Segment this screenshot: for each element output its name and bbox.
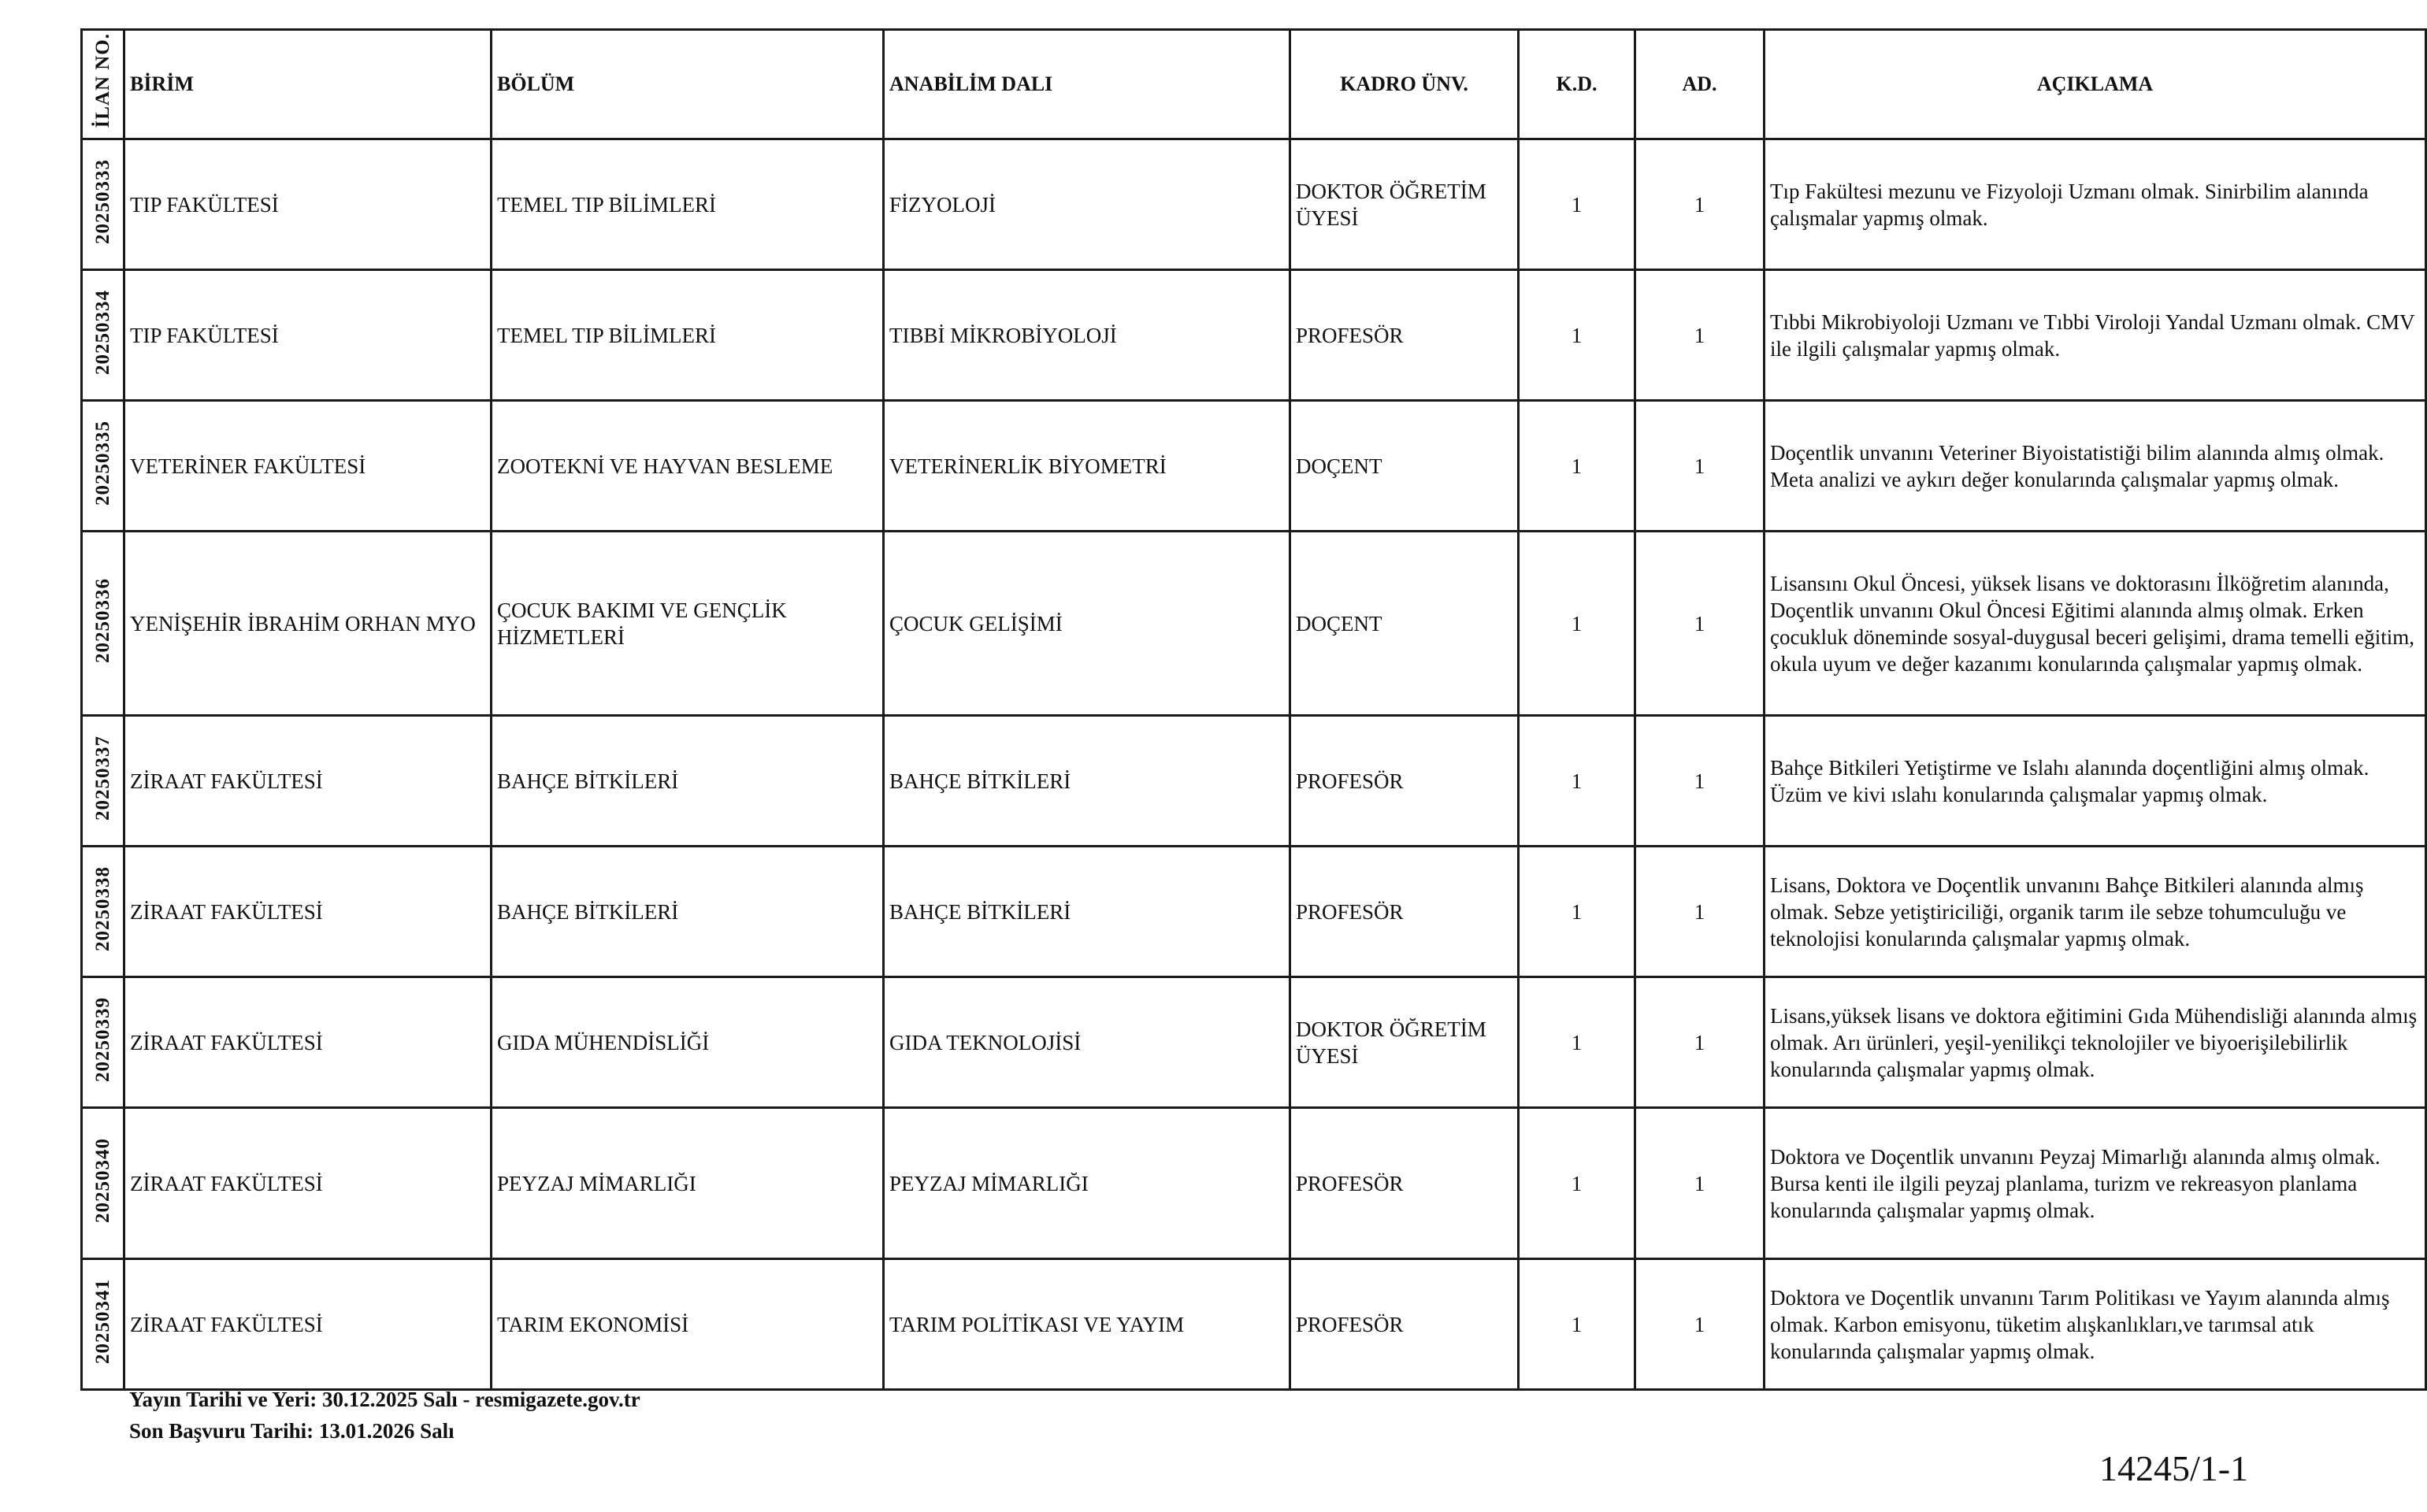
- aciklama-cell: Doktora ve Doçentlik unvanını Peyzaj Mimarlığı alanında almış olmak. Bursa kenti ile ilgili peyzaj planlama, turizm ve rekreasyon planlama konularında çalışmalar yapmış olmak.: [1765, 1108, 2426, 1259]
- anabilim-cell: ÇOCUK GELİŞİMİ: [884, 532, 1290, 716]
- ilan-no-cell: 20250333: [82, 139, 124, 270]
- ad-cell: 1: [1635, 1108, 1765, 1259]
- bolum-cell: ZOOTEKNİ VE HAYVAN BESLEME: [492, 401, 884, 532]
- birim-cell: YENİŞEHİR İBRAHİM ORHAN MYO: [124, 532, 492, 716]
- kd-cell: 1: [1519, 847, 1635, 977]
- birim-cell: TIP FAKÜLTESİ: [124, 270, 492, 401]
- ilan-no-cell: 20250339: [82, 977, 124, 1108]
- kd-cell: 1: [1519, 1108, 1635, 1259]
- ad-cell: 1: [1635, 139, 1765, 270]
- anabilim-cell: FİZYOLOJİ: [884, 139, 1290, 270]
- aciklama-cell: Doçentlik unvanını Veteriner Biyoistatistiği bilim alanında almış olmak. Meta analizi ve aykırı değer konularında çalışmalar yapmış olmak.: [1765, 401, 2426, 532]
- ilan-no-cell: 20250334: [82, 270, 124, 401]
- anabilim-cell: TIBBİ MİKROBİYOLOJİ: [884, 270, 1290, 401]
- aciklama-cell: Tıbbi Mikrobiyoloji Uzmanı ve Tıbbi Viroloji Yandal Uzmanı olmak. CMV ile ilgili çalışmalar yapmış olmak.: [1765, 270, 2426, 401]
- kd-cell: 1: [1519, 977, 1635, 1108]
- page-number: 14245/1-1: [2099, 1448, 2249, 1488]
- ad-cell: 1: [1635, 270, 1765, 401]
- kadro-cell: DOKTOR ÖĞRETİM ÜYESİ: [1290, 139, 1519, 270]
- table-row: [82, 139, 2426, 270]
- table-row: [82, 716, 2426, 847]
- header-aciklama: AÇIKLAMA: [1765, 30, 2426, 139]
- table-row: [82, 977, 2426, 1108]
- table-row: [82, 847, 2426, 977]
- publication-date: Yayın Tarihi ve Yeri: 30.12.2025 Salı - resmigazete.gov.tr: [129, 1388, 640, 1411]
- application-deadline: Son Başvuru Tarihi: 13.01.2026 Salı: [129, 1419, 455, 1443]
- bolum-cell: TEMEL TIP BİLİMLERİ: [492, 270, 884, 401]
- anabilim-cell: TARIM POLİTİKASI VE YAYIM: [884, 1259, 1290, 1390]
- table-row: [82, 1108, 2426, 1259]
- kadro-cell: PROFESÖR: [1290, 270, 1519, 401]
- kadro-cell: PROFESÖR: [1290, 847, 1519, 977]
- ad-cell: 1: [1635, 847, 1765, 977]
- kadro-cell: PROFESÖR: [1290, 1259, 1519, 1390]
- ad-cell: 1: [1635, 716, 1765, 847]
- header-birim: BİRİM: [124, 30, 492, 139]
- ilan-no-cell: 20250338: [82, 847, 124, 977]
- bolum-cell: BAHÇE BİTKİLERİ: [492, 716, 884, 847]
- ilan-no-cell: 20250341: [82, 1259, 124, 1390]
- kd-cell: 1: [1519, 401, 1635, 532]
- ilan-no-cell: 20250335: [82, 401, 124, 532]
- header-kd: K.D.: [1519, 30, 1635, 139]
- anabilim-cell: VETERİNERLİK BİYOMETRİ: [884, 401, 1290, 532]
- aciklama-cell: Lisans, Doktora ve Doçentlik unvanını Bahçe Bitkileri alanında almış olmak. Sebze yetiştiriciliği, organik tarım ile sebze tohumculuğu ve teknolojisi konularında çalışmalar yapmış olmak.: [1765, 847, 2426, 977]
- ad-cell: 1: [1635, 532, 1765, 716]
- header-row: [82, 30, 2426, 139]
- bolum-cell: BAHÇE BİTKİLERİ: [492, 847, 884, 977]
- bolum-cell: ÇOCUK BAKIMI VE GENÇLİK HİZMETLERİ: [492, 532, 884, 716]
- aciklama-cell: Lisansını Okul Öncesi, yüksek lisans ve doktorasını İlköğretim alanında, Doçentlik unvanını Okul Öncesi Eğitimi alanında almış olmak. Erken çocukluk döneminde sosyal-duygusal beceri gelişimi, drama temelli eğitim, okula uyum ve değer kazanımı konularında çalışmalar yapmış olmak.: [1765, 532, 2426, 716]
- table-row: [82, 270, 2426, 401]
- aciklama-cell: Bahçe Bitkileri Yetiştirme ve Islahı alanında doçentliğini almış olmak. Üzüm ve kivi ıslahı konularında çalışmalar yapmış olmak.: [1765, 716, 2426, 847]
- bolum-cell: PEYZAJ MİMARLIĞI: [492, 1108, 884, 1259]
- table-row: [82, 1259, 2426, 1390]
- kd-cell: 1: [1519, 1259, 1635, 1390]
- header-ilan-no: İLAN NO.: [82, 30, 124, 139]
- birim-cell: ZİRAAT FAKÜLTESİ: [124, 716, 492, 847]
- kd-cell: 1: [1519, 139, 1635, 270]
- birim-cell: ZİRAAT FAKÜLTESİ: [124, 977, 492, 1108]
- ad-cell: 1: [1635, 977, 1765, 1108]
- birim-cell: ZİRAAT FAKÜLTESİ: [124, 1259, 492, 1390]
- ad-cell: 1: [1635, 401, 1765, 532]
- birim-cell: ZİRAAT FAKÜLTESİ: [124, 847, 492, 977]
- header-anabilim-dali: ANABİLİM DALI: [884, 30, 1290, 139]
- aciklama-cell: Doktora ve Doçentlik unvanını Tarım Politikası ve Yayım alanında almış olmak. Karbon emisyonu, tüketim alışkanlıkları,ve tarımsal atık konularında çalışmalar yapmış olmak.: [1765, 1259, 2426, 1390]
- ad-cell: 1: [1635, 1259, 1765, 1390]
- anabilim-cell: GIDA TEKNOLOJİSİ: [884, 977, 1290, 1108]
- header-kadro-unvani: KADRO ÜNV.: [1290, 30, 1519, 139]
- birim-cell: VETERİNER FAKÜLTESİ: [124, 401, 492, 532]
- ilan-no-cell: 20250336: [82, 532, 124, 716]
- anabilim-cell: PEYZAJ MİMARLIĞI: [884, 1108, 1290, 1259]
- table-row: [82, 532, 2426, 716]
- birim-cell: TIP FAKÜLTESİ: [124, 139, 492, 270]
- kadro-cell: PROFESÖR: [1290, 716, 1519, 847]
- table-row: [82, 401, 2426, 532]
- kd-cell: 1: [1519, 532, 1635, 716]
- anabilim-cell: BAHÇE BİTKİLERİ: [884, 847, 1290, 977]
- birim-cell: ZİRAAT FAKÜLTESİ: [124, 1108, 492, 1259]
- ilan-no-cell: 20250337: [82, 716, 124, 847]
- kadro-cell: DOKTOR ÖĞRETİM ÜYESİ: [1290, 977, 1519, 1108]
- kadro-cell: PROFESÖR: [1290, 1108, 1519, 1259]
- kadro-cell: DOÇENT: [1290, 401, 1519, 532]
- bolum-cell: TARIM EKONOMİSİ: [492, 1259, 884, 1390]
- bolum-cell: TEMEL TIP BİLİMLERİ: [492, 139, 884, 270]
- bolum-cell: GIDA MÜHENDİSLİĞİ: [492, 977, 884, 1108]
- ilan-no-cell: 20250340: [82, 1108, 124, 1259]
- positions-table: [80, 28, 2427, 1391]
- kd-cell: 1: [1519, 716, 1635, 847]
- kadro-cell: DOÇENT: [1290, 532, 1519, 716]
- header-ad: AD.: [1635, 30, 1765, 139]
- aciklama-cell: Lisans,yüksek lisans ve doktora eğitimini Gıda Mühendisliği alanında almış olmak. Arı ürünleri, yeşil-yenilikçi teknolojiler ve biyoerişilebilirlik konularında çalışmalar yapmış olmak.: [1765, 977, 2426, 1108]
- aciklama-cell: Tıp Fakültesi mezunu ve Fizyoloji Uzmanı olmak. Sinirbilim alanında çalışmalar yapmış olmak.: [1765, 139, 2426, 270]
- kd-cell: 1: [1519, 270, 1635, 401]
- anabilim-cell: BAHÇE BİTKİLERİ: [884, 716, 1290, 847]
- header-bolum: BÖLÜM: [492, 30, 884, 139]
